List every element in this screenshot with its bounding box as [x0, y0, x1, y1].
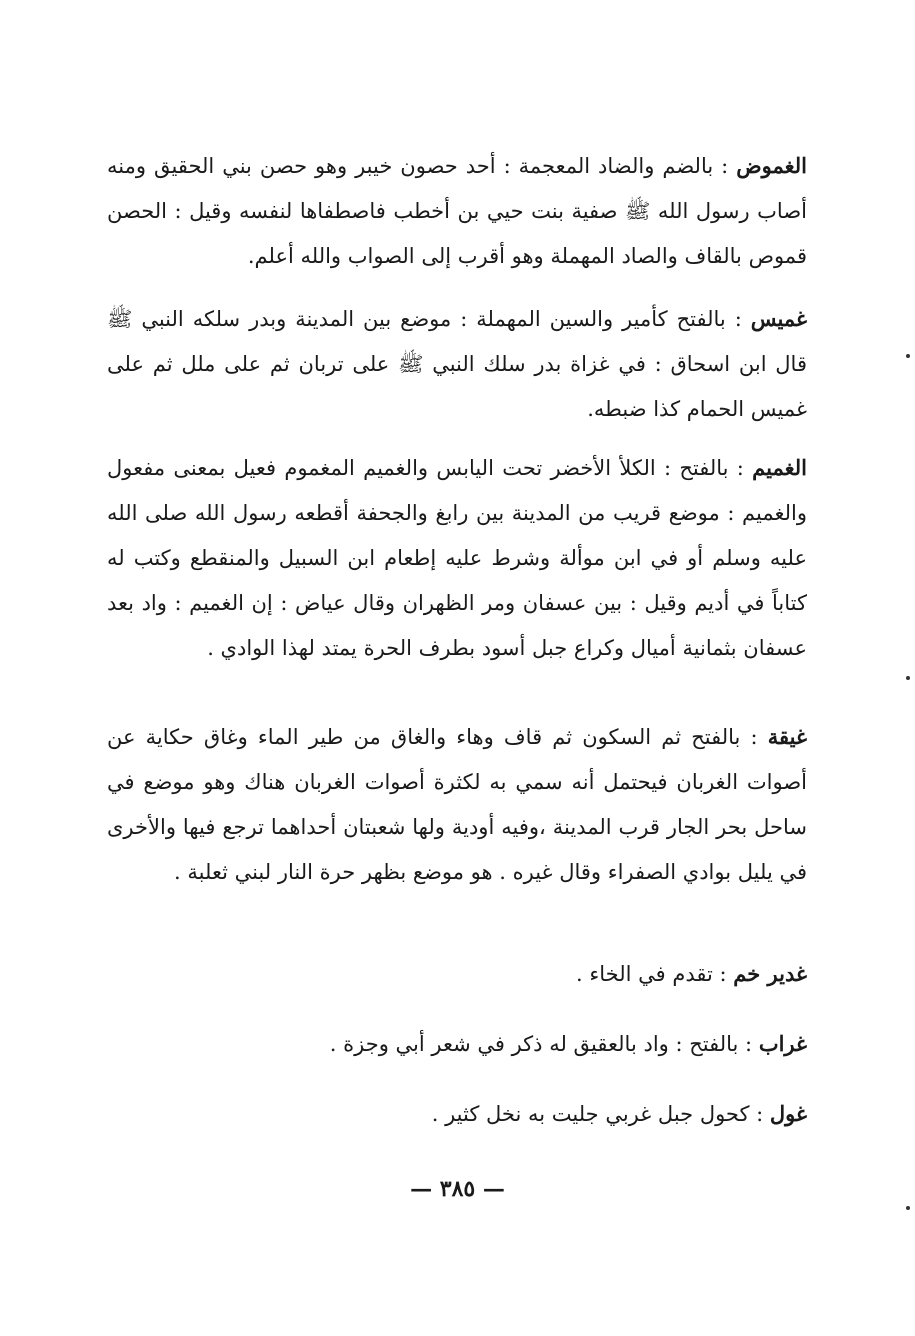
- entry-ghawl: [107, 1091, 807, 1137]
- margin-mark: [906, 354, 910, 358]
- entry-body: : بالفتح : واد بالعقيق له ذكر في شعر أبي وجزة .: [329, 1032, 759, 1056]
- entry-term: غول: [769, 1101, 807, 1126]
- entry-term: الغموض: [736, 153, 807, 178]
- entry-ghamis: [107, 296, 807, 432]
- entry-term: غيقة: [767, 724, 807, 749]
- entry-ghamim: [107, 445, 807, 671]
- entry-ghurab: [107, 1021, 807, 1067]
- margin-mark: [906, 676, 910, 680]
- entry-body: : تقدم في الخاء .: [576, 962, 734, 986]
- margin-mark: [906, 1206, 910, 1210]
- entry-ghayqa: [107, 714, 807, 895]
- entry-body: : كحول جبل غربي جليت به نخل كثير .: [431, 1102, 770, 1126]
- entry-body: : بالفتح كأمير والسين المهملة : موضع بين المدينة وبدر سلكه النبي ﷺ قال ابن اسحاق : في غزاة بدر سلك النبي ﷺ على تربان ثم على ملل ثم على غميس الحمام كذا ضبطه.: [107, 307, 807, 421]
- entry-ghamud: [107, 143, 807, 279]
- entry-term: الغميم: [752, 455, 807, 480]
- page-number: — ٣٨٥ —: [410, 1176, 505, 1202]
- entry-ghadir-khumm: [107, 951, 807, 997]
- entry-body: : بالفتح ثم السكون ثم قاف وهاء والغاق من طير الماء وغاق حكاية عن أصوات الغربان فيحتمل أنه سمي به لكثرة أصوات الغربان هناك وهو موضع في ساحل بحر الجار قرب المدينة ،وفيه أودية ولها شعبتان أحداهما ترجع فيها والأخرى في يليل بوادي الصفراء وقال غيره . هو موضع بظهر حرة النار لبني ثعلبة .: [107, 725, 807, 884]
- entry-term: غدير خم: [733, 961, 807, 986]
- entry-body: : بالفتح : الكلأ الأخضر تحت اليابس والغميم المغموم فعيل بمعنى مفعول والغميم : موضع قريب من المدينة بين رابغ والجحفة أقطعه رسول الله صلى الله عليه وسلم أو في ابن موألة وشرط عليه إطعام ابن السبيل والمنقطع وكتب له كتاباً في أديم وقيل : بين عسفان ومر الظهران وقال عياض : إن الغميم : واد بعد عسفان بثمانية أميال وكراع جبل أسود بطرف الحرة يمتد لهذا الوادي .: [107, 456, 807, 660]
- entry-term: غميس: [750, 306, 807, 331]
- entry-term: غراب: [758, 1031, 807, 1056]
- entry-body: : بالضم والضاد المعجمة : أحد حصون خيبر وهو حصن بني الحقيق ومنه أصاب رسول الله ﷺ صفية بنت حيي بن أخطب فاصطفاها لنفسه وقيل : الحصن قموص بالقاف والصاد المهملة وهو أقرب إلى الصواب والله أعلم.: [107, 154, 807, 268]
